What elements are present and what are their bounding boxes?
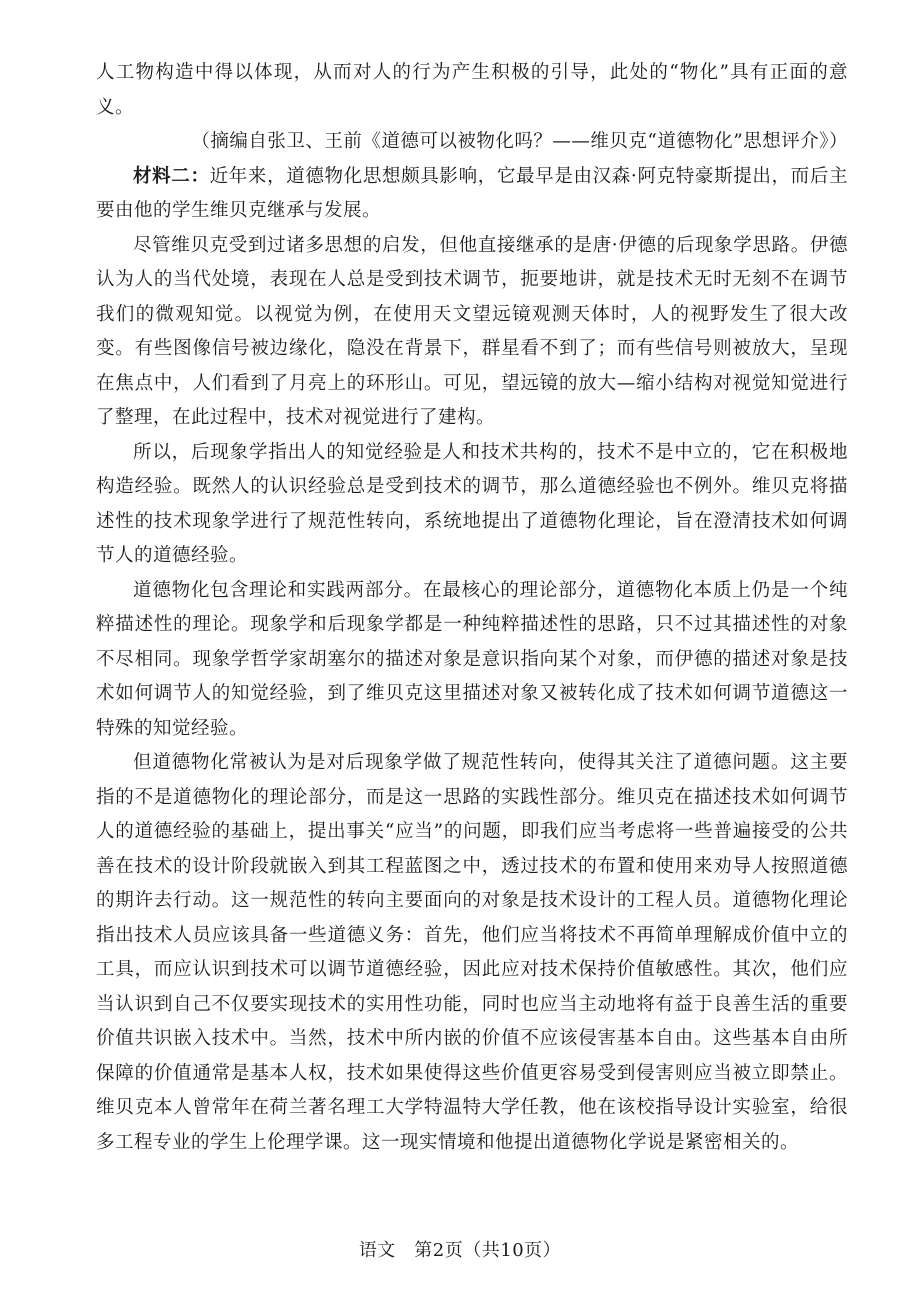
paragraph-4: 道德物化包含理论和实践两部分。在最核心的理论部分，道德物化本质上仍是一个纯粹描述性的理论。现象学和后现象学都是一种纯粹描述性的思路，只不过其描述性的对象不尽相同。现象学哲学家胡塞尔的描述对象是意识指向某个对象，而伊德的描述对象是技术如何调节人的知觉经验，到了维贝克这里描述对象又被转化成了技术如何调节道德这一特殊的知觉经验。 — [96, 579, 848, 739]
paragraph-5: 但道德物化常被认为是对后现象学做了规范性转向，使得其关注了道德问题。这主要指的不是道德物化的理论部分，而是这一思路的实践性部分。维贝克在描述技术如何调节人的道德经验的基础上，提出事关“应当”的问题，即我们应当考虑将一些普遍接受的公共善在技术的设计阶段就嵌入到其工程蓝图之中，透过技术的布置和使用来劝导人按照道德的期许去行动。这一规范性的转向主要面向的对象是技术设计的工程人员。道德物化理论指出技术人员应该具备一些道德义务：首先，他们应当将技术不再简单理解成价值中立的工具，而应认识到技术可以调节道德经验，因此应对技术保持价值敏感性。其次，他们应当认识到自己不仅要实现技术的实用性功能，同时也应当主动地将有益于良善生活的重要价值共识嵌入技术中。当然，技术中所内嵌的价值不应该侵害基本自由。这些基本自由所保障的价值通常是基本人权，技术如果使得这些价值更容易受到侵害则应当被立即禁止。维贝克本人曾常年在荷兰著名理工大学特温特大学任教，他在该校指导设计实验室，给很多工程专业的学生上伦理学课。这一现实情境和他提出道德物化学说是紧密相关的。 — [96, 752, 848, 1153]
paragraph-3: 所以，后现象学指出人的知觉经验是人和技术共构的，技术不是中立的，它在积极地构造经验。既然人的认识经验总是受到技术的调节，那么道德经验也不例外。维贝克将描述性的技术现象学进行了规范性转向，系统地提出了道德物化理论，旨在澄清技术如何调节人的道德经验。 — [96, 441, 848, 566]
document-body — [96, 56, 848, 1160]
page-footer: 语文 第2页（共10页） — [358, 1240, 562, 1261]
paragraph-2: 尽管维贝克受到过诸多思想的启发，但他直接继承的是唐·伊德的后现象学思路。伊德认为人的当代处境，表现在人总是受到技术调节，扼要地讲，就是技术无时无刻不在调节我们的微观知觉。以视觉为例，在使用天文望远镜观测天体时，人的视野发生了很大改变。有些图像信号被边缘化，隐没在背景下，群星看不到了；而有些信号则被放大，呈现在焦点中，人们看到了月亮上的环形山。可见，望远镜的放大—缩小结构对视觉知觉进行了整理，在此过程中，技术对视觉进行了建构。 — [96, 234, 848, 428]
paragraph-continuation: 人工物构造中得以体现，从而对人的行为产生积极的引导，此处的“物化”具有正面的意义。 — [96, 62, 848, 118]
material-two-text: 近年来，道德物化思想颇具影响，它最早是由汉森·阿克特豪斯提出，而后主要由他的学生维贝克继承与发展。 — [96, 165, 848, 221]
paragraph-material-two — [96, 160, 848, 229]
material-two-label: 材料二： — [133, 165, 210, 187]
source-citation: （摘编自张卫、王前《道德可以被物化吗？——维贝克“道德物化”思想评介》） — [191, 131, 848, 152]
